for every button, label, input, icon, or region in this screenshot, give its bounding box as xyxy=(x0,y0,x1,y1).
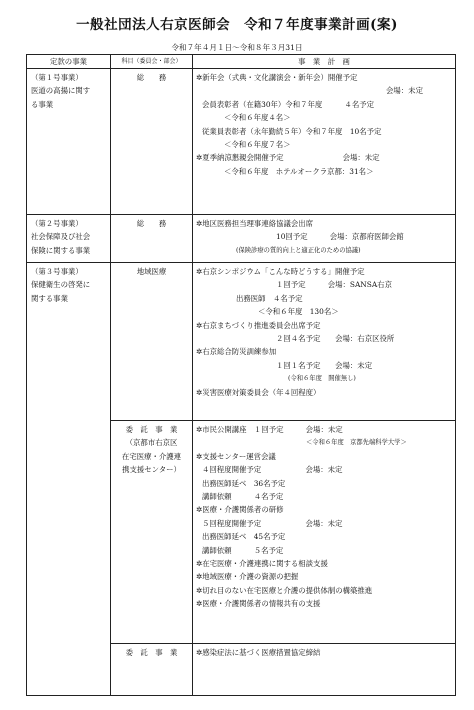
category-label: （京都市右京区 xyxy=(125,438,178,448)
category-label: 総 務 xyxy=(136,73,167,82)
category-label: 総 務 xyxy=(136,219,167,228)
plan-line: ✲右京総合防災訓練参加 xyxy=(196,347,277,357)
plan-line: ✲新年会（式典・文化講演会・新年会）開催予定 xyxy=(196,73,358,82)
table-row-article-2 xyxy=(27,215,456,263)
plan-period: 令和７年４月１日～令和８年３月31日 xyxy=(171,43,303,52)
category-label: 委 託 事 業 xyxy=(125,648,178,657)
article-line: （第３号事業） xyxy=(31,267,83,276)
plan-line: (令和６年度 開催無し) xyxy=(288,375,356,383)
plan-line: 従業員表彰者（永年勤続５年）令和７年度 10名予定 xyxy=(202,126,382,136)
plan-line: 出務医師延べ 45名予定 xyxy=(202,532,286,542)
header-plan: 事 業 計 画 xyxy=(193,55,456,69)
plan-cell xyxy=(193,69,456,215)
table-header-row xyxy=(27,55,456,69)
category-cell xyxy=(111,421,193,644)
article-line: 関する事業 xyxy=(31,293,68,303)
category-label: 携支援センター） xyxy=(122,465,181,475)
plan-line: 10回予定 会場：京都府医師会館 xyxy=(276,232,404,242)
plan-cell xyxy=(193,263,456,421)
plan-line: 会場：未定 xyxy=(386,86,423,96)
article-cell xyxy=(27,69,111,215)
category-label: 在宅医療・介護連 xyxy=(121,451,182,461)
document-title: 一般社団法人右京医師会 令和７年度事業計画(案) xyxy=(76,17,398,33)
plan-cell xyxy=(193,421,456,644)
plan-line: ✲地域医療・介護の資源の把握 xyxy=(196,572,299,582)
plan-line: ✲右京シンポジウム「こんな時どうする」開催予定 xyxy=(196,267,365,276)
plan-line: ２回４名予定 会場：右京区役所 xyxy=(276,334,395,344)
plan-cell xyxy=(193,215,456,263)
category-cell xyxy=(111,215,193,263)
plan-line: ✲感染症法に基づく医療措置協定締結 xyxy=(196,648,321,657)
plan-line: 出務医師延べ 36名予定 xyxy=(202,478,286,488)
article-line: 社会保障及び社会 xyxy=(31,232,91,242)
article-line: 保険に関する事業 xyxy=(31,245,91,255)
plan-line: ✲市民公開講座 １回予定 会場：未定 xyxy=(196,425,343,434)
plan-line: ＜令和６年度７名＞ xyxy=(224,140,291,150)
plan-line: ✲夏季納涼懇親会開催予定 会場：未定 xyxy=(196,153,380,163)
article-line: （第２号事業） xyxy=(31,219,83,228)
plan-cell xyxy=(193,644,456,696)
plan-line: ✲地区医務担当理事連絡協議会出席 xyxy=(196,219,314,228)
plan-line: ✲医療・介護関係者の研修 xyxy=(196,505,284,515)
article-line: 医道の高揚に関す xyxy=(31,86,91,96)
article-line: 保健衛生の啓発に xyxy=(31,280,91,290)
plan-line: １回予定 会場：SANSA右京 xyxy=(276,280,392,290)
plan-line: ✲在宅医療・介護連携に関する相談支援 xyxy=(196,559,328,569)
category-cell xyxy=(111,69,193,215)
category-label: 地域医療 xyxy=(136,267,167,276)
plan-line: ＜令和６年度 130名＞ xyxy=(258,307,339,317)
table-row-article-1 xyxy=(27,69,456,215)
plan-line: ✲医療・介護関係者の情報共有の支援 xyxy=(196,599,321,609)
plan-line: ４回程度開催予定 会場：未定 xyxy=(202,465,343,475)
category-cell xyxy=(111,263,193,421)
plan-line: 講師依頼 ４名予定 xyxy=(202,492,284,502)
plan-line: ✲災害医療対策委員会（年４回程度） xyxy=(196,387,321,397)
business-plan-table xyxy=(26,54,456,696)
plan-line: ✲切れ目のない在宅医療と介護の提供体制の構築推進 xyxy=(196,585,373,595)
category-label: 委 託 事 業 xyxy=(125,425,178,434)
article-line: る事業 xyxy=(31,99,54,109)
plan-line: ＜令和６年度 京都先端科学大学＞ xyxy=(306,439,407,447)
plan-line: ５回程度開催予定 会場：未定 xyxy=(202,518,343,528)
plan-line: ✲支援センター運営会議 xyxy=(196,451,276,461)
plan-line: 講師依頼 ５名予定 xyxy=(202,545,284,555)
header-article: 定款の事業 xyxy=(27,55,111,69)
plan-line: １回１名予定 会場：未定 xyxy=(276,360,373,370)
plan-line: (保険診療の質的向上と適正化のための協議) xyxy=(236,246,361,254)
plan-line: ＜令和６年度 ホテルオークラ京都：31名＞ xyxy=(224,166,374,176)
category-cell xyxy=(111,644,193,696)
article-line: （第１号事業） xyxy=(31,73,83,82)
article-cell xyxy=(27,215,111,263)
header-category: 科目（委員会・部会） xyxy=(111,55,193,69)
table-row-article-3 xyxy=(27,263,456,421)
plan-line: 出務医師 ４名予定 xyxy=(236,293,303,303)
plan-line: ＜令和６年度４名＞ xyxy=(224,113,291,123)
plan-line: ✲右京まちづくり推進委員会出席予定 xyxy=(196,320,321,330)
article-cell xyxy=(27,263,111,696)
plan-line: 会員表彰者（在籍30年）令和７年度 ４名予定 xyxy=(202,99,375,109)
